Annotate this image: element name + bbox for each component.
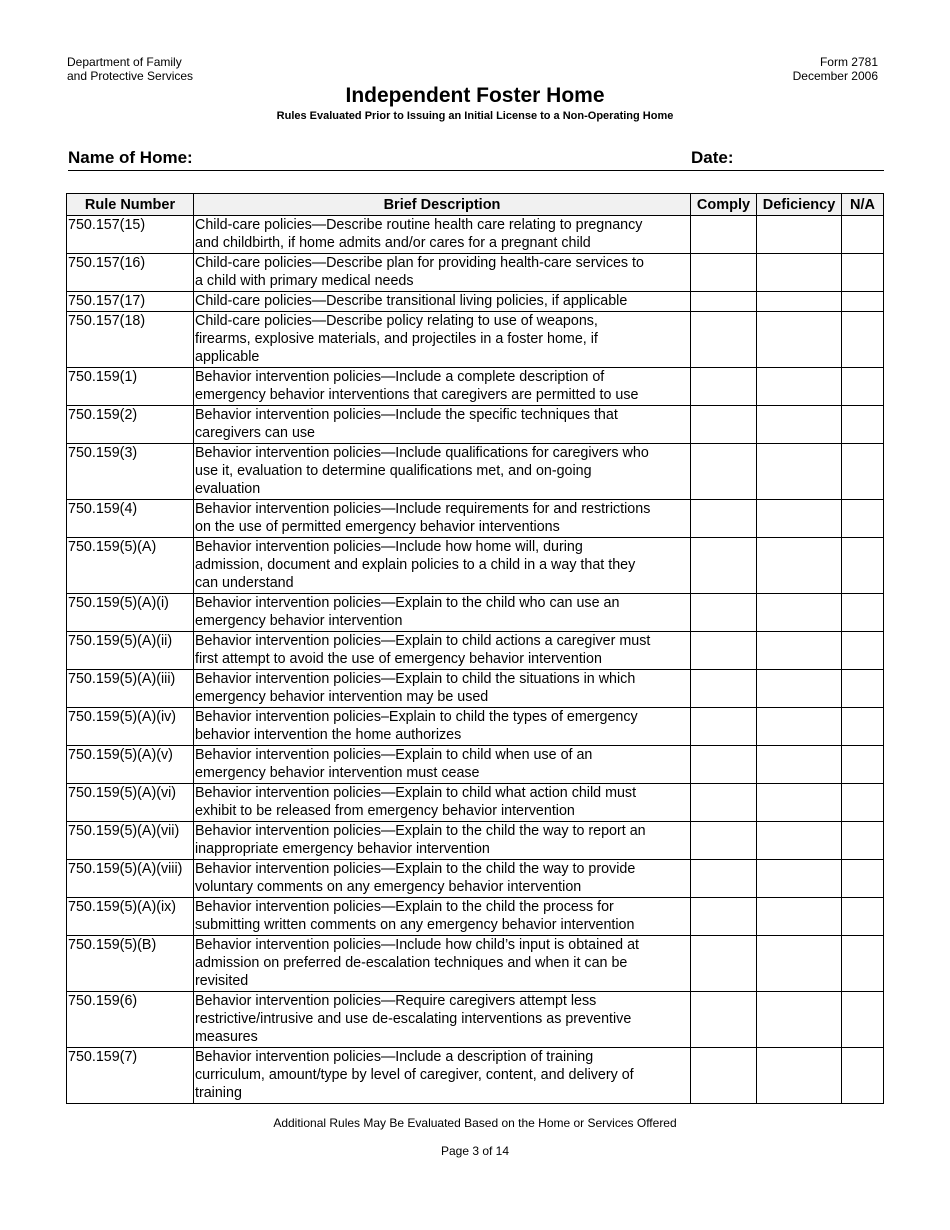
na-cell[interactable] — [842, 292, 884, 312]
deficiency-cell[interactable] — [757, 406, 842, 444]
comply-cell[interactable] — [691, 254, 757, 292]
deficiency-cell[interactable] — [757, 936, 842, 992]
na-cell[interactable] — [842, 936, 884, 992]
description-cell: Behavior intervention policies—Explain to child the situations in which emergency behavior intervention may be used — [194, 670, 691, 708]
na-cell[interactable] — [842, 898, 884, 936]
description-cell: Behavior intervention policies—Include the specific techniques that caregivers can use — [194, 406, 691, 444]
comply-cell[interactable] — [691, 368, 757, 406]
description-cell: Behavior intervention policies—Include how child’s input is obtained at admission on preferred de-escalation techniques and when it can be revisited — [194, 936, 691, 992]
column-header-deficiency: Deficiency — [757, 194, 842, 216]
deficiency-cell[interactable] — [757, 784, 842, 822]
na-cell[interactable] — [842, 670, 884, 708]
table-row — [67, 632, 884, 670]
na-cell[interactable] — [842, 500, 884, 538]
na-cell[interactable] — [842, 632, 884, 670]
table-row — [67, 822, 884, 860]
description-cell: Child-care policies—Describe transitional living policies, if applicable — [194, 292, 691, 312]
description-cell: Child-care policies—Describe routine health care relating to pregnancy and childbirth, if home admits and/or cares for a pregnant child — [194, 216, 691, 254]
comply-cell[interactable] — [691, 1048, 757, 1104]
deficiency-cell[interactable] — [757, 444, 842, 500]
comply-cell[interactable] — [691, 822, 757, 860]
rule-number-cell: 750.157(16) — [67, 254, 194, 292]
column-header-rule-number: Rule Number — [67, 194, 194, 216]
rule-number-cell: 750.159(5)(A)(iii) — [67, 670, 194, 708]
comply-cell[interactable] — [691, 292, 757, 312]
agency-name — [67, 55, 193, 83]
comply-cell[interactable] — [691, 632, 757, 670]
description-cell: Child-care policies—Describe policy relating to use of weapons, firearms, explosive materials, and projectiles in a foster home, if applicable — [194, 312, 691, 368]
deficiency-cell[interactable] — [757, 254, 842, 292]
comply-cell[interactable] — [691, 860, 757, 898]
comply-cell[interactable] — [691, 936, 757, 992]
description-cell: Behavior intervention policies—Include how home will, during admission, document and explain policies to a child in a way that they can understand — [194, 538, 691, 594]
description-cell: Behavior intervention policies—Include qualifications for caregivers who use it, evaluation to determine qualifications met, and on-going evaluation — [194, 444, 691, 500]
form-number: Form 2781 — [819, 55, 878, 69]
deficiency-cell[interactable] — [757, 312, 842, 368]
deficiency-cell[interactable] — [757, 1048, 842, 1104]
table-row — [67, 1048, 884, 1104]
rule-number-cell: 750.159(5)(A)(ix) — [67, 898, 194, 936]
description-cell: Behavior intervention policies—Explain to the child the way to report an inappropriate emergency behavior intervention — [194, 822, 691, 860]
comply-cell[interactable] — [691, 444, 757, 500]
deficiency-cell[interactable] — [757, 538, 842, 594]
table-row — [67, 708, 884, 746]
rule-number-cell: 750.159(5)(A)(ii) — [67, 632, 194, 670]
form-info — [793, 55, 878, 83]
description-cell: Behavior intervention policies—Explain to child when use of an emergency behavior intervention must cease — [194, 746, 691, 784]
table-row — [67, 860, 884, 898]
rule-number-cell: 750.157(15) — [67, 216, 194, 254]
deficiency-cell[interactable] — [757, 898, 842, 936]
description-cell: Behavior intervention policies—Explain to the child the process for submitting written comments on any emergency behavior intervention — [194, 898, 691, 936]
na-cell[interactable] — [842, 1048, 884, 1104]
rule-number-cell: 750.157(18) — [67, 312, 194, 368]
rule-number-cell: 750.159(4) — [67, 500, 194, 538]
comply-cell[interactable] — [691, 992, 757, 1048]
rule-number-cell: 750.159(5)(A)(viii) — [67, 860, 194, 898]
rule-number-cell: 750.159(5)(A)(vii) — [67, 822, 194, 860]
rule-number-cell: 750.159(5)(A)(v) — [67, 746, 194, 784]
description-cell: Behavior intervention policies—Include requirements for and restrictions on the use of permitted emergency behavior interventions — [194, 500, 691, 538]
page-subtitle: Rules Evaluated Prior to Issuing an Initial License to a Non-Operating Home — [276, 110, 674, 122]
na-cell[interactable] — [842, 216, 884, 254]
comply-cell[interactable] — [691, 708, 757, 746]
description-cell: Behavior intervention policies—Explain to child actions a caregiver must first attempt to avoid the use of emergency behavior intervention — [194, 632, 691, 670]
na-cell[interactable] — [842, 822, 884, 860]
table-row — [67, 936, 884, 992]
rule-number-cell: 750.159(5)(B) — [67, 936, 194, 992]
na-cell[interactable] — [842, 594, 884, 632]
table-row — [67, 898, 884, 936]
na-cell[interactable] — [842, 538, 884, 594]
column-header-brief-description: Brief Description — [194, 194, 691, 216]
na-cell[interactable] — [842, 860, 884, 898]
rule-number-cell: 750.159(2) — [67, 406, 194, 444]
comply-cell[interactable] — [691, 406, 757, 444]
column-header-comply: Comply — [691, 194, 757, 216]
rule-number-cell: 750.159(5)(A)(i) — [67, 594, 194, 632]
deficiency-cell[interactable] — [757, 292, 842, 312]
table-row — [67, 368, 884, 406]
description-cell: Child-care policies—Describe plan for providing health-care services to a child with primary medical needs — [194, 254, 691, 292]
deficiency-cell[interactable] — [757, 746, 842, 784]
deficiency-cell[interactable] — [757, 500, 842, 538]
description-cell: Behavior intervention policies—Include a complete description of emergency behavior interventions that caregivers are permitted to use — [194, 368, 691, 406]
comply-cell[interactable] — [691, 594, 757, 632]
table-header-row — [67, 194, 884, 216]
na-cell[interactable] — [842, 254, 884, 292]
rule-number-cell: 750.159(5)(A)(vi) — [67, 784, 194, 822]
na-cell[interactable] — [842, 444, 884, 500]
page-title: Independent Foster Home — [345, 84, 605, 107]
table-row — [67, 594, 884, 632]
deficiency-cell[interactable] — [757, 368, 842, 406]
rule-number-cell: 750.159(5)(A) — [67, 538, 194, 594]
na-cell[interactable] — [842, 784, 884, 822]
deficiency-cell[interactable] — [757, 670, 842, 708]
comply-cell[interactable] — [691, 746, 757, 784]
description-cell: Behavior intervention policies–Explain to child the types of emergency behavior intervention the home authorizes — [194, 708, 691, 746]
form-date: December 2006 — [792, 69, 878, 83]
table-row — [67, 784, 884, 822]
na-cell[interactable] — [842, 406, 884, 444]
comply-cell[interactable] — [691, 538, 757, 594]
rule-number-cell: 750.159(1) — [67, 368, 194, 406]
footer-note: Additional Rules May Be Evaluated Based on the Home or Services Offered — [273, 1116, 677, 1130]
table-row — [67, 216, 884, 254]
rule-number-cell: 750.159(6) — [67, 992, 194, 1048]
comply-cell[interactable] — [691, 670, 757, 708]
table-row — [67, 670, 884, 708]
deficiency-cell[interactable] — [757, 632, 842, 670]
rule-number-cell: 750.159(5)(A)(iv) — [67, 708, 194, 746]
column-header-na: N/A — [842, 194, 884, 216]
rules-table — [66, 193, 884, 1104]
name-of-home-label: Name of Home: — [68, 148, 193, 167]
comply-cell[interactable] — [691, 312, 757, 368]
rules-table-body — [67, 216, 884, 1104]
description-cell: Behavior intervention policies—Explain to child what action child must exhibit to be released from emergency behavior intervention — [194, 784, 691, 822]
rule-number-cell: 750.159(7) — [67, 1048, 194, 1104]
description-cell: Behavior intervention policies—Include a description of training curriculum, amount/type by level of caregiver, content, and delivery of training — [194, 1048, 691, 1104]
deficiency-cell[interactable] — [757, 708, 842, 746]
table-row — [67, 254, 884, 292]
page-number: Page 3 of 14 — [440, 1144, 510, 1158]
na-cell[interactable] — [842, 992, 884, 1048]
comply-cell[interactable] — [691, 784, 757, 822]
comply-cell[interactable] — [691, 898, 757, 936]
table-row — [67, 746, 884, 784]
name-date-row — [68, 148, 884, 171]
deficiency-cell[interactable] — [757, 594, 842, 632]
na-cell[interactable] — [842, 746, 884, 784]
na-cell[interactable] — [842, 368, 884, 406]
table-row — [67, 500, 884, 538]
description-cell: Behavior intervention policies—Explain to the child the way to provide voluntary comments on any emergency behavior intervention — [194, 860, 691, 898]
na-cell[interactable] — [842, 708, 884, 746]
deficiency-cell[interactable] — [757, 860, 842, 898]
description-cell: Behavior intervention policies—Require caregivers attempt less restrictive/intrusive and use de-escalating interventions as preventive measures — [194, 992, 691, 1048]
deficiency-cell[interactable] — [757, 992, 842, 1048]
comply-cell[interactable] — [691, 216, 757, 254]
deficiency-cell[interactable] — [757, 216, 842, 254]
date-label: Date: — [691, 148, 734, 167]
table-row — [67, 406, 884, 444]
agency-line-2: and Protective Services — [67, 69, 194, 83]
rule-number-cell: 750.159(3) — [67, 444, 194, 500]
table-row — [67, 292, 884, 312]
agency-line-1: Department of Family — [67, 55, 182, 69]
comply-cell[interactable] — [691, 500, 757, 538]
na-cell[interactable] — [842, 312, 884, 368]
table-row — [67, 538, 884, 594]
rule-number-cell: 750.157(17) — [67, 292, 194, 312]
deficiency-cell[interactable] — [757, 822, 842, 860]
description-cell: Behavior intervention policies—Explain to the child who can use an emergency behavior intervention — [194, 594, 691, 632]
table-row — [67, 312, 884, 368]
table-row — [67, 992, 884, 1048]
table-row — [67, 444, 884, 500]
